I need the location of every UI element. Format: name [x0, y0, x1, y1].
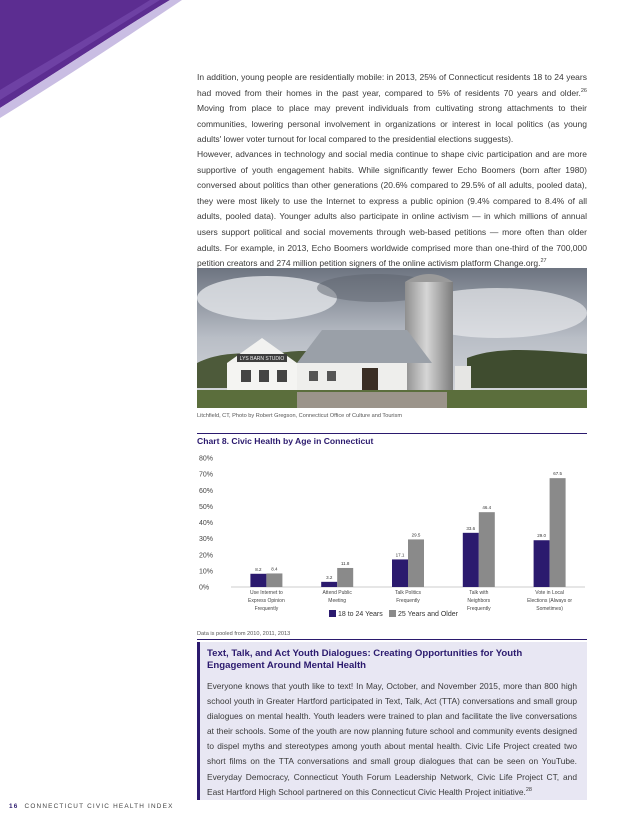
y-tick-label: 20%	[199, 552, 214, 560]
bar-age-25-plus	[479, 512, 495, 587]
legend-label: 25 Years and Older	[398, 611, 458, 618]
category-label: Talk with	[469, 590, 489, 596]
chart-title: Chart 8. Civic Health by Age in Connecticut	[197, 436, 374, 446]
category-label: Frequently	[396, 598, 420, 604]
sidebar-accent-bar	[197, 642, 200, 800]
chart-bottom-rule	[197, 639, 587, 640]
page-footer	[9, 803, 174, 810]
bar-value-label: 29.5	[411, 532, 421, 538]
category-label: Sometimes)	[536, 606, 563, 612]
sidebar-body: Everyone knows that youth like to text! In May, October, and November 2015, more than 800 high school youth in Greater Hartford participated in Text, Talk, Act (TTA) conversations and small group dialogues on mental health. Youth leaders were trained to plan and facilitate the live conversations at their schools. Some of the youth are now planning future school and community events designed to dispel myths and stereotypes among youth about mental health. Civic Life Project created two short films on the TTA conversations and small group dialogues that can be seen on YouTube. Everyday Democracy, Connecticut Youth Forum Leadership Network, Civic Life Project CT, and East Hartford High School partnered on this Connecticut Civic Health Project initiative.$^{28}$	[207, 681, 577, 797]
legend-label: 18 to 24 Years	[338, 611, 383, 618]
legend-swatch	[389, 610, 396, 617]
bar-age-25-plus	[408, 539, 424, 587]
legend-swatch	[329, 610, 336, 617]
bar-age-25-plus	[550, 478, 566, 587]
y-tick-label: 80%	[199, 455, 214, 463]
bar-age-18-24	[463, 533, 479, 587]
chart-data-note: Data is pooled from 2010, 2011, 2013	[197, 631, 291, 637]
bar-value-label: 33.6	[466, 525, 476, 531]
category-label: Vote in Local	[535, 590, 564, 596]
bar-value-label: 17.1	[395, 552, 405, 558]
bar-age-18-24	[321, 582, 337, 587]
bar-value-label: 8.2	[255, 566, 262, 572]
barn-photo	[197, 268, 587, 408]
category-label: Use Internet to	[250, 590, 283, 596]
category-label: Elections (Always or	[527, 598, 573, 604]
category-label: Meeting	[328, 598, 347, 604]
category-label: Attend Public	[322, 590, 352, 596]
bar-age-18-24	[250, 574, 266, 587]
bar-value-label: 67.5	[553, 471, 562, 477]
bar-value-label: 8.4	[271, 566, 278, 572]
y-tick-label: 60%	[199, 487, 214, 495]
page-number: 16	[9, 803, 19, 810]
bar-age-18-24	[392, 559, 408, 587]
bar-value-label: 11.8	[340, 560, 350, 566]
paragraph-technology-social-media: However, advances in technology and social media continue to shape civic participation and are more supportive of youth engagement habits. While significantly fewer Echo Boomers (born after 1980) conversed about politics than other generations (20.6% compared to 29.5% of all adults, pooled data), they were most likely to use the Internet to express a public opinion (9.4% compared to 8.4% of all adults, pooled data). Younger adults also participate in online activism — in which millions of annual users support political and social movements through web-based petitions — more often than older adults. For example, in 2013, Echo Boomers worldwide comprised more than one-third of the 700,000 petition creators and 274 million petition signers of the online activism platform Change.org.$^{27}$	[197, 149, 587, 269]
y-tick-label: 40%	[199, 520, 214, 527]
sidebar-title: Text, Talk, and Act Youth Dialogues: Creating Opportunities for Youth Engagement Around Mental Health	[207, 648, 523, 671]
civic-health-bar-chart	[197, 448, 587, 628]
bar-age-18-24	[534, 540, 550, 587]
category-label: Frequently	[466, 606, 491, 612]
y-tick-label: 70%	[199, 471, 214, 479]
y-tick-label: 10%	[199, 568, 214, 576]
y-tick-label: 50%	[199, 503, 214, 511]
barn-sign: LYS BARN STUDIO	[239, 356, 285, 362]
paragraph-residential-mobility: In addition, young people are residentially mobile: in 2013, 25% of Connecticut residents 18 to 24 years had moved from their homes in the past year, compared to 5% of residents 70 years and older.$^{26}$ Moving from place to place may prevent individuals from cultivating strong attachments to their communities, lowering personal involvement in organizations or interest in local politics (as young adults' lower voter turnout for local compared to the presidential elections suggests).	[197, 72, 587, 145]
youth-dialogues-sidebar	[197, 642, 587, 800]
bar-age-25-plus	[337, 568, 353, 587]
chart-top-rule	[197, 433, 587, 434]
category-label: Frequently	[254, 606, 279, 612]
bar-value-label: 46.4	[482, 505, 492, 511]
category-label: Neighbors	[467, 598, 491, 604]
y-tick-label: 0%	[199, 584, 210, 592]
bar-value-label: 29.0	[537, 533, 546, 539]
photo-caption: Litchfield, CT, Photo by Robert Gregson, Connecticut Office of Culture and Tourism	[197, 413, 402, 419]
bar-value-label: 3.2	[326, 574, 333, 580]
bar-age-25-plus	[266, 573, 282, 587]
category-label: Express Opinion	[248, 598, 285, 604]
footer-label: CONNECTICUT CIVIC HEALTH INDEX	[24, 803, 174, 810]
y-tick-label: 30%	[199, 536, 214, 544]
corner-swoosh-graphic	[0, 0, 200, 130]
category-label: Talk Politics	[394, 590, 422, 596]
